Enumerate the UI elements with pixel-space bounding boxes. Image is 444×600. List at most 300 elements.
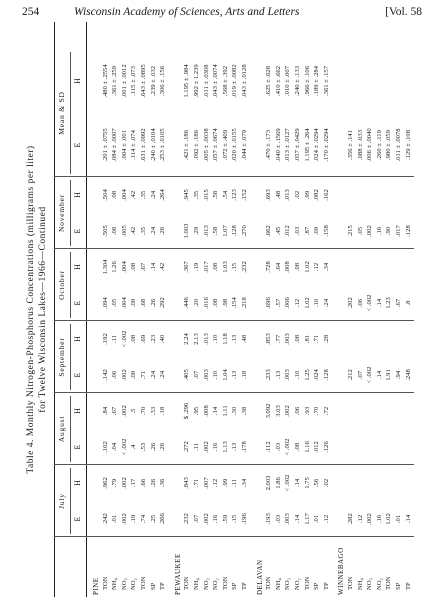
table-cell: .12 — [356, 514, 364, 524]
table-cell: .71 — [193, 478, 200, 488]
table-cell: .53 — [140, 442, 147, 452]
table-cell: .853 — [265, 333, 273, 345]
table-cell: .10 — [212, 334, 220, 344]
table-cell: .218 — [241, 297, 248, 309]
month-header: September — [57, 337, 66, 377]
table-cell: .253 ± .0105 — [159, 128, 167, 162]
table-cell: .980 ± .059 — [385, 130, 393, 160]
table-cell: .003 — [284, 333, 292, 345]
table-cell: 1.03 — [221, 261, 229, 273]
table-cell: .008 — [284, 261, 292, 273]
table-cell: .008 — [202, 405, 210, 417]
table-cell: .002 — [120, 405, 128, 417]
table-cell: .24 — [159, 370, 167, 380]
table-cell: .094 — [101, 297, 109, 309]
table-cell: .092 ± .186 — [193, 130, 200, 160]
sub-header-h: H — [73, 336, 82, 342]
parameter-label: NO₃ — [284, 578, 292, 590]
table-cell: 1.07 — [221, 225, 229, 237]
table-cell: .112 — [265, 441, 273, 453]
table-cell: .95 — [193, 406, 200, 416]
month-header: November — [57, 193, 66, 233]
table-cell: .966 ± .106 — [303, 66, 311, 96]
month-header: August — [57, 415, 66, 443]
table-cell: .08 — [130, 262, 138, 272]
table-cell: < .002 — [284, 474, 292, 492]
sub-header-e: E — [73, 516, 82, 522]
table-cell: .11 — [231, 479, 239, 487]
table-cell: .072 ± .409 — [221, 130, 229, 160]
month-header: Mean & SD — [57, 91, 66, 135]
table-cell: .013 ± .0127 — [284, 128, 292, 162]
table-cell: .42 — [130, 190, 138, 200]
table-cell: .67 — [395, 298, 402, 308]
table-cell: .178 — [241, 441, 248, 453]
parameter-label: SP — [231, 582, 239, 590]
table-cell: .26 — [159, 226, 167, 236]
table-cell: .14 — [375, 370, 383, 380]
table-cell: .019 ± .0082 — [231, 64, 239, 98]
table-cell: .07 — [193, 514, 200, 524]
month-underline — [70, 396, 71, 462]
parameter-label: NH₄ — [193, 578, 200, 590]
table-cell: .01 — [111, 514, 119, 524]
table-cell: .90 — [385, 226, 393, 236]
table-cell: .58 — [212, 190, 220, 200]
table-cell: .17 — [130, 478, 138, 488]
table-cell: .044 ± .079 — [241, 130, 248, 160]
table-cell: 1.304 — [101, 259, 109, 275]
table-cell: .212 — [347, 369, 354, 381]
table-caption-line-1: Table 4. Monthly Nitrogen-Phosphorus Concentrations (milligrams per liter) — [26, 145, 36, 474]
table-cell: .03 — [294, 226, 301, 236]
parameter-label: TP — [241, 582, 248, 590]
parameter-label: TON — [347, 576, 354, 590]
table-cell: .505 — [101, 225, 109, 237]
table-cell: .015 — [202, 189, 210, 201]
table-cell: .11 — [111, 335, 119, 343]
table-cell: .002 — [366, 225, 374, 237]
table-cell: .192 — [101, 333, 109, 345]
table-cell: .410 ± .662 — [274, 66, 282, 96]
sub-header-h: H — [73, 264, 82, 270]
table-cell: .270 — [241, 225, 248, 237]
table-cell: .306 ± .156 — [159, 66, 167, 96]
parameter-label: TP — [159, 582, 167, 590]
table-cell: .260 ± .119 — [375, 130, 383, 160]
table-cell: .48 — [274, 190, 282, 200]
table-cell: .08 — [111, 226, 119, 236]
parameter-label: TON — [183, 576, 191, 590]
table-cell: .08 — [294, 262, 301, 272]
table-cell: .040 ± .1569 — [274, 128, 282, 162]
table-cell: .272 — [183, 441, 191, 453]
table-cell: .154 — [231, 297, 239, 309]
table-cell: .08 — [294, 442, 301, 452]
table-cell: .19 — [130, 514, 138, 524]
table-cell: .170 ± .0294 — [322, 128, 330, 162]
top-rule — [54, 22, 55, 597]
table-cell: .504 — [101, 189, 109, 201]
table-cell: .005 — [120, 225, 128, 237]
table-cell: .158 — [322, 225, 330, 237]
table-cell: .56 — [313, 478, 321, 488]
sub-header-e: E — [73, 444, 82, 450]
table-cell: .024 — [313, 369, 321, 381]
table-cell: .013 — [202, 225, 210, 237]
table-cell: .003 — [284, 513, 292, 525]
table-cell: .082 — [313, 189, 321, 201]
table-cell: .162 — [322, 189, 330, 201]
table-cell: .54 — [221, 190, 229, 200]
table-cell: .016 — [202, 297, 210, 309]
table-cell: .64 — [274, 262, 282, 272]
table-cell: .693 — [265, 189, 273, 201]
table-cell: .04 — [111, 442, 119, 452]
table-cell: .004 — [120, 189, 128, 201]
sub-header-h: H — [73, 480, 82, 486]
table-cell: .12 — [212, 478, 220, 488]
table-cell: .09 — [313, 226, 321, 236]
sub-header-h: H — [73, 78, 82, 84]
rotated-table-region — [22, 22, 422, 597]
table-cell: .102 — [101, 441, 109, 453]
parameter-label: NH₄ — [274, 578, 282, 590]
table-cell: .114 ± .074 — [130, 130, 138, 160]
table-cell: .68 — [140, 298, 147, 308]
table-cell: .962 — [101, 477, 109, 489]
table-cell: .013 — [284, 189, 292, 201]
table-cell: .14 — [294, 514, 301, 524]
table-cell: .18 — [241, 370, 248, 380]
table-cell: .02 — [294, 190, 301, 200]
table-cell: .011 ± .0078 — [395, 128, 402, 162]
table-cell: .10 — [313, 298, 321, 308]
table-cell: .361 ± .157 — [322, 66, 330, 96]
table-cell: .002 — [284, 405, 292, 417]
table-cell: .35 — [140, 190, 147, 200]
table-cell: .69 — [140, 334, 147, 344]
parameter-label: TON — [221, 576, 229, 590]
table-cell: .05 — [111, 298, 119, 308]
table-cell: .002 — [120, 513, 128, 525]
table-cell: .23 — [149, 334, 157, 344]
table-cell: .843 — [183, 477, 191, 489]
lake-name: WINNEBAGO — [337, 547, 346, 595]
table-cell: .26 — [149, 478, 157, 488]
table-cell: .15 — [231, 514, 239, 524]
table-cell: 1.195 ± .984 — [183, 64, 191, 98]
table-cell: .196 — [241, 513, 248, 525]
table-cell: .421 ± .186 — [183, 130, 191, 160]
table-cell: .043 ± .0074 — [212, 64, 220, 98]
table-cell: .242 — [101, 513, 109, 525]
table-cell: .24 — [149, 190, 157, 200]
parameter-label: SP — [149, 582, 157, 590]
table-cell: .01 — [395, 514, 402, 524]
table-cell: .13 — [231, 334, 239, 344]
table-cell: .012 — [284, 225, 292, 237]
table-cell: .99 — [303, 190, 311, 200]
table-cell: 1.02 — [303, 297, 311, 309]
table-cell: .67 — [111, 406, 119, 416]
table-cell: .013 — [202, 333, 210, 345]
table-cell: 1.195 ± .264 — [303, 128, 311, 162]
sub-header-e: E — [73, 372, 82, 378]
table-cell: .08 — [212, 298, 220, 308]
table-cell: .193 — [265, 513, 273, 525]
table-cell: .002 — [366, 513, 374, 525]
month-underline — [70, 324, 71, 390]
table-cell: .631 ± .0992 — [140, 128, 147, 162]
table-cell: .18 — [159, 406, 167, 416]
table-cell: < .002 — [366, 366, 374, 384]
table-cell: .16 — [375, 226, 383, 236]
lake-name: PINE — [92, 577, 100, 595]
sub-header-e: E — [73, 228, 82, 234]
table-cell: .48 — [241, 334, 248, 344]
table-cell: .16 — [212, 442, 220, 452]
table-cell: 1.25 — [303, 369, 311, 381]
table-cell: .126 — [322, 441, 330, 453]
table-cell: .34 — [241, 478, 248, 488]
sub-header-h: H — [73, 192, 82, 198]
table-cell: .264 — [159, 189, 167, 201]
table-cell: .16 — [375, 514, 383, 524]
table-cell: .38 — [241, 406, 248, 416]
table-cell: .08 — [212, 262, 220, 272]
table-cell: .240 ± .0104 — [149, 128, 157, 162]
parameter-label: NO₃ — [202, 578, 210, 590]
table-cell: .4 — [130, 444, 138, 450]
table-cell: .992 ± 1.239 — [193, 64, 200, 98]
table-cell: < .002 — [120, 438, 128, 456]
sub-header-e: E — [73, 300, 82, 306]
table-cell: .02 — [322, 478, 330, 488]
table-cell: .002 — [202, 513, 210, 525]
table-cell: .232 — [183, 513, 191, 525]
table-cell: .07 — [356, 370, 364, 380]
table-cell: .30 — [231, 406, 239, 416]
table-cell: .45 — [274, 226, 282, 236]
table-cell: .57 — [274, 298, 282, 308]
table-cell: .5 — [130, 408, 138, 414]
table-cell: 1.91 — [385, 369, 393, 381]
table-cell: .024 ± .0294 — [313, 128, 321, 162]
table-cell: .10 — [212, 370, 220, 380]
parameter-label: TON — [303, 576, 311, 590]
table-cell: .002 — [202, 441, 210, 453]
table-cell: .14 — [212, 406, 220, 416]
table-cell: .012 — [313, 441, 321, 453]
parameter-label: TON — [385, 576, 393, 590]
table-cell: .66 — [140, 478, 147, 488]
table-cell: .12 — [294, 298, 301, 308]
table-cell: .15 — [231, 262, 239, 272]
table-cell: .361 ± .259 — [111, 66, 119, 96]
table-cell: .26 — [159, 442, 167, 452]
table-cell: .215 — [347, 225, 354, 237]
table-cell: .128 — [404, 225, 412, 237]
table-cell: .088 ± .033 — [356, 130, 364, 160]
table-cell: .29 — [193, 226, 200, 236]
table-cell: .08 — [111, 190, 119, 200]
table-cell: .239 ± .032 — [149, 66, 157, 96]
table-cell: .057 ± .0674 — [212, 128, 220, 162]
table-cell: .14 — [294, 478, 301, 488]
parameter-label: TON — [101, 576, 109, 590]
table-cell: .13 — [231, 442, 239, 452]
table-cell: .03 — [274, 514, 282, 524]
table-cell: .58 — [212, 226, 220, 236]
table-cell: .99 — [221, 478, 229, 488]
table-cell: 2.13 — [193, 333, 200, 345]
table-cell: 1.11 — [221, 405, 229, 417]
table-cell: 3.092 — [265, 403, 273, 419]
table-cell: .34 — [322, 262, 330, 272]
table-cell: .084 ± .0007 — [111, 128, 119, 162]
table-cell: .08 — [130, 298, 138, 308]
lake-name: DELAVAN — [255, 559, 264, 595]
parameter-label: NO₃ — [120, 578, 128, 590]
table-cell: .004 — [120, 297, 128, 309]
table-cell: 1.04 — [221, 369, 229, 381]
table-cell: .568 ± .392 — [221, 66, 229, 96]
table-cell: .266 — [159, 513, 167, 525]
table-cell: .003 — [284, 369, 292, 381]
table-cell: .87 — [303, 226, 311, 236]
table-cell: .152 — [241, 189, 248, 201]
table-cell: .08 — [130, 370, 138, 380]
table-caption-line-2: for Twelve Wisconsin Lakes—1966—Continued — [38, 206, 48, 413]
table-cell: .33 — [149, 406, 157, 416]
table-cell: .84 — [101, 406, 109, 416]
parameter-label: NO₂ — [375, 578, 383, 590]
table-cell: 1.26 — [111, 261, 119, 273]
table-cell: .001 ± .0012 — [120, 64, 128, 98]
table-cell: .367 — [183, 261, 191, 273]
table-cell: .94 — [395, 370, 402, 380]
parameter-label: TON — [265, 576, 273, 590]
table-cell: .12 — [322, 514, 330, 524]
table-cell: .8 — [404, 300, 412, 306]
table-cell: .06 — [356, 298, 364, 308]
data-table — [22, 22, 422, 597]
parameter-label: TON — [140, 576, 147, 590]
sub-header-h: H — [73, 408, 82, 414]
table-cell: .446 — [183, 297, 191, 309]
table-cell: .020 ± .0155 — [231, 128, 239, 162]
table-cell: .643 ± .0895 — [140, 64, 147, 98]
table-cell: 2.003 — [265, 475, 273, 491]
month-underline — [70, 180, 71, 246]
table-cell: .006 — [284, 297, 292, 309]
table-cell: .05 — [356, 226, 364, 236]
table-cell: 1.003 — [183, 223, 191, 239]
table-cell: .282 — [347, 513, 354, 525]
table-cell: .006 ± .0040 — [366, 128, 374, 162]
table-cell: .42 — [130, 226, 138, 236]
month-header: July — [57, 493, 66, 509]
table-cell: .79 — [111, 478, 119, 488]
parameter-label: NO₂ — [130, 578, 138, 590]
table-cell: .017 — [395, 225, 402, 237]
table-cell: < .002 — [284, 438, 292, 456]
table-cell: .292 — [159, 297, 167, 309]
table-cell: .35 — [140, 226, 147, 236]
table-cell: .70 — [140, 406, 147, 416]
table-cell: .12 — [313, 262, 321, 272]
table-cell: .25 — [149, 514, 157, 524]
table-cell: .13 — [274, 370, 282, 380]
table-cell: .004 — [120, 261, 128, 273]
table-cell: 1.17 — [303, 513, 311, 525]
sub-header-e: E — [73, 142, 82, 148]
table-cell: .240 ± .133 — [294, 66, 301, 96]
table-cell: .945 — [183, 189, 191, 201]
table-cell: .35 — [193, 190, 200, 200]
table-cell: 3.03 — [274, 405, 282, 417]
table-cell: 1.18 — [221, 333, 229, 345]
table-cell: .67 — [140, 262, 147, 272]
parameter-label: NH₄ — [356, 578, 364, 590]
table-cell: < .002 — [120, 330, 128, 348]
table-cell: .728 — [265, 261, 273, 273]
running-title: Wisconsin Academy of Sciences, Arts and Letters — [74, 6, 300, 18]
table-cell: .356 ± .141 — [347, 130, 354, 160]
table-cell: .24 — [149, 370, 157, 380]
table-cell: .13 — [231, 370, 239, 380]
table-cell: .002 — [120, 477, 128, 489]
table-cell: .26 — [149, 298, 157, 308]
table-cell: .010 ± .007 — [284, 66, 292, 96]
table-cell: .057 ± .0429 — [294, 128, 301, 162]
table-cell: .81 — [303, 334, 311, 344]
table-cell: .480 ± .2554 — [101, 64, 109, 98]
table-cell: .10 — [294, 370, 301, 380]
table-cell: .248 — [404, 369, 412, 381]
page-header — [22, 5, 422, 19]
table-cell: $ .296 — [183, 402, 191, 420]
volume-label: [Vol. 58 — [385, 6, 422, 18]
table-cell: .16 — [212, 514, 220, 524]
table-cell: .115 ± .073 — [130, 66, 138, 96]
table-cell: .36 — [159, 478, 167, 488]
table-cell: .06 — [111, 370, 119, 380]
parameter-label: NH₄ — [111, 578, 119, 590]
table-cell: .470 ± .173 — [265, 130, 273, 160]
parameter-label: SP — [313, 582, 321, 590]
table-cell: .189 ± .284 — [313, 66, 321, 96]
table-cell: .017 — [202, 261, 210, 273]
page-number: 254 — [22, 6, 40, 18]
table-cell: .11 — [193, 443, 200, 451]
table-cell: .625 ± .628 — [265, 66, 273, 96]
table-cell: .59 — [221, 514, 229, 524]
month-header: October — [57, 270, 66, 300]
table-cell: .202 — [347, 297, 354, 309]
table-cell: .42 — [159, 262, 167, 272]
header-bottom-rule — [86, 22, 87, 597]
table-cell: .74 — [140, 514, 147, 524]
table-cell: .93 — [303, 406, 311, 416]
table-cell: .14 — [375, 298, 383, 308]
table-cell: < .002 — [366, 294, 374, 312]
table-cell: .14 — [149, 262, 157, 272]
parameter-label: TP — [322, 582, 330, 590]
table-cell: .005 ± .0038 — [202, 128, 210, 162]
table-cell: .01 — [313, 514, 321, 524]
